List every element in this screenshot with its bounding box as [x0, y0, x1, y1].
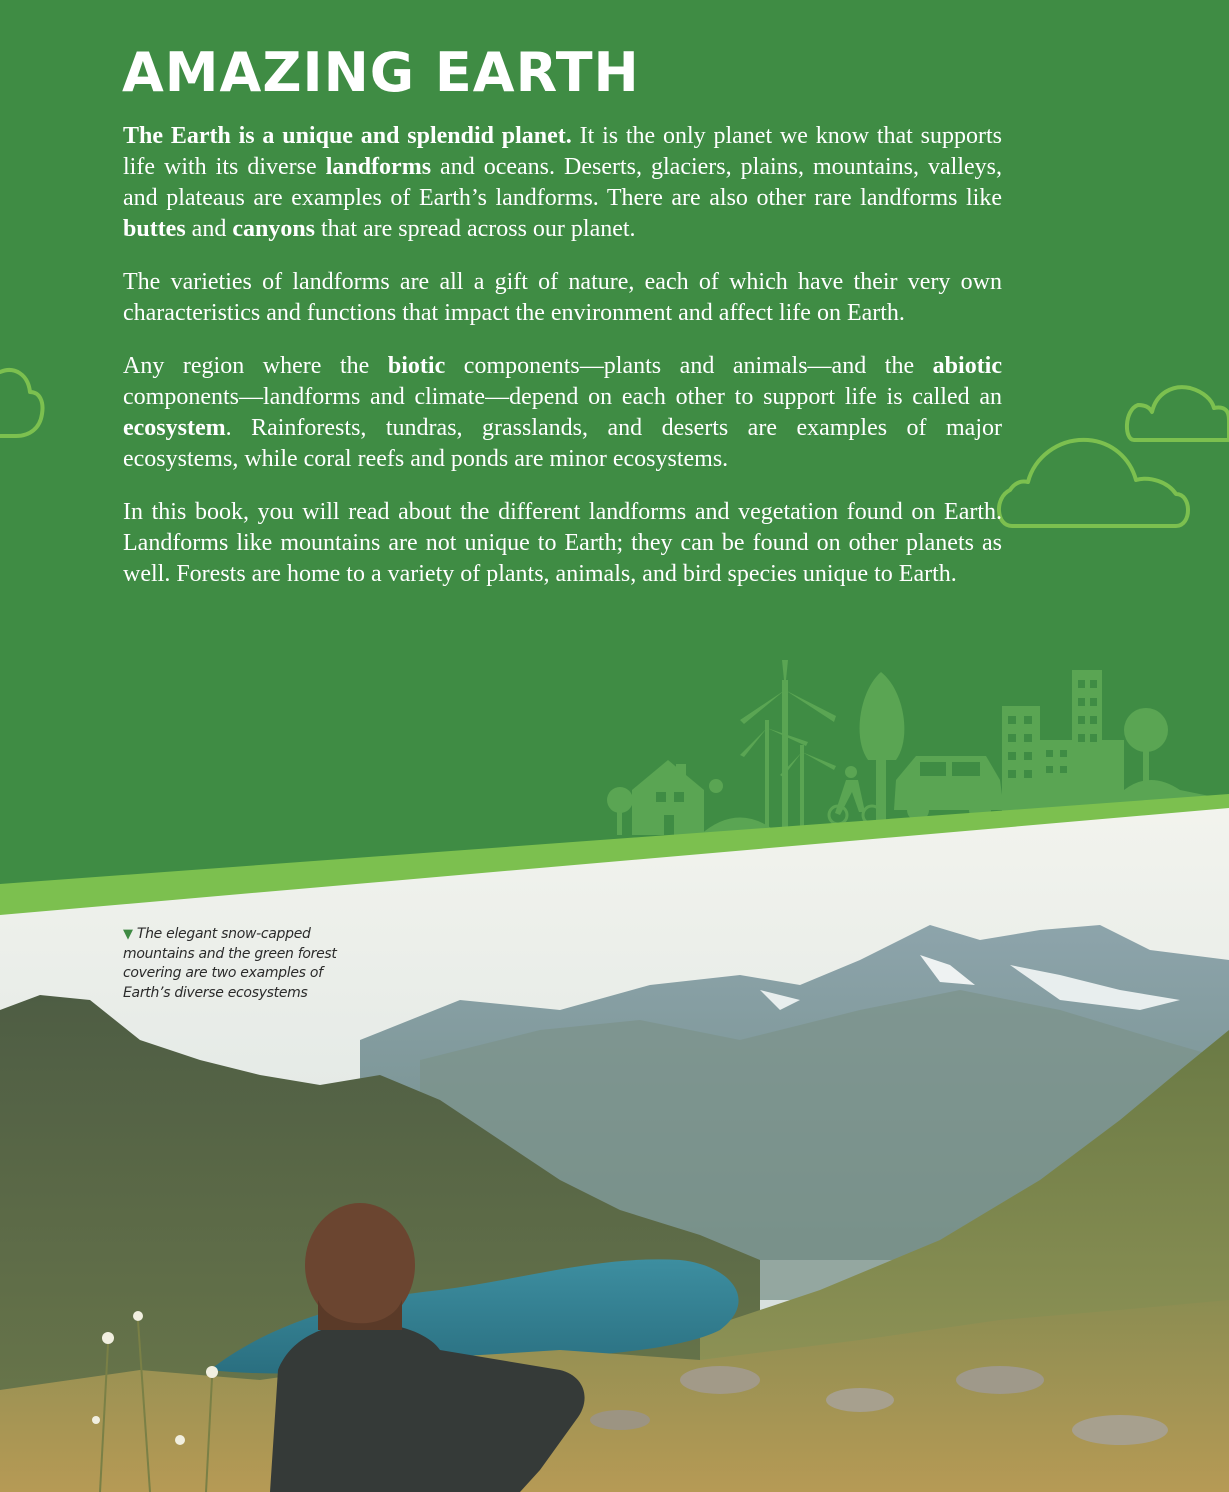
paragraph-text: Any region where the — [123, 353, 388, 379]
triangle-down-icon: ▼ — [123, 927, 133, 942]
paragraph-text: components—landforms and climate—depend on each other to support life is called an — [123, 384, 1002, 410]
paragraph-text: It is the only planet we know that supports life with its diverse — [123, 123, 1002, 180]
paragraph-text: and oceans. Deserts, glaciers, plains, mountains, valleys, and plateaus are examples of Earth’s landforms. There are also other rare landforms like — [123, 154, 1002, 211]
paragraph-text: In this book, you will read about the different landforms and vegetation found on Earth. Landforms like mountains are not unique to Earth; they can be found on other planets as well. Forests are home to a variety of plants, animals, and bird species unique to Earth. — [123, 499, 1002, 587]
bold-term: abiotic — [932, 353, 1002, 379]
paragraph-text: that are spread across our planet. — [315, 216, 636, 242]
paragraph-text: The varieties of landforms are all a gift of nature, each of which have their very own characteristics and functions that impact the environment and affect life on Earth. — [123, 269, 1002, 326]
paragraph-text: . Rainforests, tundras, grasslands, and deserts are examples of major ecosystems, while coral reefs and ponds are minor ecosystems. — [123, 415, 1002, 472]
bold-term: ecosystem — [123, 415, 226, 441]
bold-term: canyons — [232, 216, 316, 242]
bold-term: landforms — [325, 154, 432, 180]
body-text — [123, 121, 1002, 612]
photo-caption — [123, 925, 353, 1003]
bold-term: buttes — [123, 216, 186, 242]
paragraph-text: and — [185, 216, 233, 242]
caption-text: The elegant snow-capped mountains and the green forest covering are two examples of Earth’s diverse ecosystems — [123, 926, 337, 1001]
book-overview-paragraph — [123, 497, 1002, 590]
page-title: AMAZING EARTH — [122, 41, 640, 104]
bold-term: biotic — [387, 353, 446, 379]
landforms-paragraph — [123, 267, 1002, 329]
intro-paragraph — [123, 121, 1002, 245]
bold-term: The Earth is a unique and splendid planet. — [123, 123, 572, 149]
paragraph-text: components—plants and animals—and the — [445, 353, 933, 379]
ecosystem-paragraph — [123, 351, 1002, 475]
